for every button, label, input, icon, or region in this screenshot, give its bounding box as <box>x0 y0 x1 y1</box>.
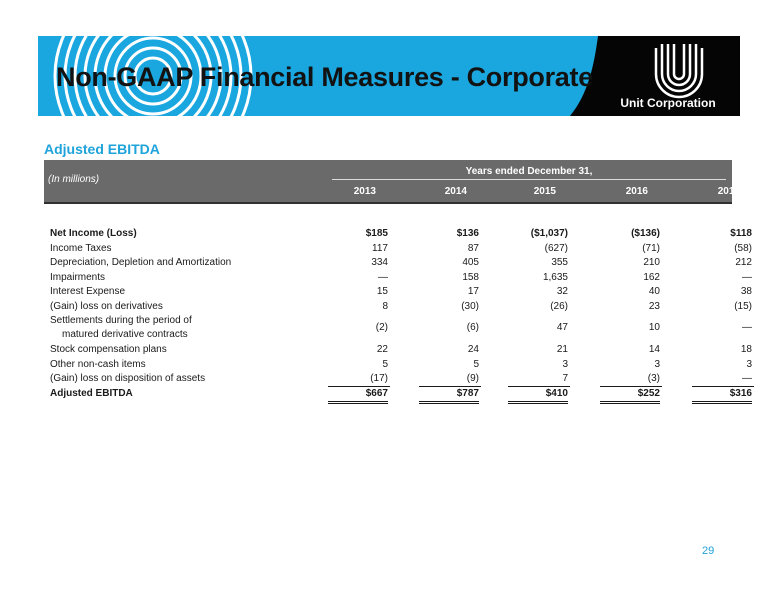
page-title: Non-GAAP Financial Measures - Corporate <box>56 62 593 92</box>
row-label: (Gain) loss on derivatives <box>50 300 163 312</box>
table-cell: 210 <box>643 257 660 268</box>
table-cell: 38 <box>740 286 752 297</box>
row-label: Income Taxes <box>50 242 112 254</box>
table-row <box>50 255 752 270</box>
year-header: 2016 <box>625 186 648 197</box>
units-label: (In millions) <box>48 174 100 185</box>
table-cell: 22 <box>376 344 388 355</box>
table-cell: 334 <box>371 257 388 268</box>
table-cell: 87 <box>467 242 479 254</box>
table-cell: (15) <box>734 300 752 312</box>
table-cell: 158 <box>462 271 479 283</box>
table-cell: 3 <box>562 358 568 370</box>
table-cell: 40 <box>648 286 660 297</box>
year-header: 2017 <box>717 186 740 197</box>
table-cell: 21 <box>556 344 568 355</box>
table-cell: (627) <box>544 242 568 254</box>
table-cell: ($1,037) <box>530 228 568 239</box>
table-cell: 15 <box>376 286 388 297</box>
table-cell: 355 <box>551 257 568 268</box>
table-cell: (2) <box>375 322 388 333</box>
table-cell: — <box>692 372 752 386</box>
table-row <box>50 284 752 299</box>
table-cell: ($136) <box>631 228 660 239</box>
table-cell: 18 <box>740 344 752 355</box>
table-row <box>50 357 752 372</box>
year-header: 2014 <box>444 186 467 197</box>
period-label: Years ended December 31, <box>332 166 726 180</box>
table-cell: 5 <box>473 358 479 370</box>
table-cell: $410 <box>508 387 568 404</box>
table-row <box>50 241 752 256</box>
row-label: Depreciation, Depletion and Amortization <box>50 257 232 268</box>
table-cell: (6) <box>466 322 479 333</box>
table-cell: (71) <box>642 242 660 254</box>
year-header: 2013 <box>353 186 376 197</box>
table-cell: (30) <box>461 300 479 312</box>
row-label-line: matured derivative contracts <box>62 329 188 340</box>
row-label: Stock compensation plans <box>50 344 167 355</box>
table-row-total <box>50 386 752 401</box>
table-cell: $185 <box>365 228 388 239</box>
table-body <box>50 226 752 400</box>
row-label <box>50 314 330 342</box>
year-header: 2015 <box>533 186 556 197</box>
row-label: Net Income (Loss) <box>50 228 137 239</box>
table-cell: 47 <box>556 322 568 333</box>
table-row <box>50 226 752 241</box>
table-cell: 1,635 <box>542 271 568 283</box>
table-row <box>50 313 752 342</box>
table-cell: 24 <box>467 344 479 355</box>
table-cell: $118 <box>730 228 752 239</box>
table-cell: 117 <box>372 242 388 254</box>
row-label: Impairments <box>50 271 106 283</box>
row-label: Interest Expense <box>50 286 126 297</box>
table-cell: 7 <box>508 372 568 386</box>
table-row <box>50 342 752 357</box>
table-cell: (9) <box>419 372 479 386</box>
table-header <box>44 160 740 204</box>
table-cell: — <box>378 271 388 283</box>
table-cell: 14 <box>648 344 660 355</box>
page-number: 29 <box>702 545 715 557</box>
table-cell: 405 <box>462 257 479 268</box>
row-label: Other non-cash items <box>50 358 146 370</box>
table-cell: 162 <box>643 271 660 283</box>
row-label: (Gain) loss on disposition of assets <box>50 373 206 384</box>
table-cell: $252 <box>600 387 660 404</box>
table-cell: 212 <box>735 257 752 268</box>
table-cell: (58) <box>734 242 752 254</box>
table-cell: 3 <box>654 358 660 370</box>
table-cell: $316 <box>692 387 752 404</box>
table-cell: $667 <box>328 387 388 404</box>
table-row <box>50 299 752 314</box>
table-row <box>50 371 752 386</box>
table-cell: (3) <box>600 372 660 386</box>
table-cell: 17 <box>467 286 479 297</box>
table-cell: — <box>742 322 752 333</box>
table-cell: 3 <box>746 358 752 370</box>
logo-text: Unit Corporation <box>620 96 716 110</box>
row-label: Adjusted EBITDA <box>50 387 133 399</box>
section-subtitle: Adjusted EBITDA <box>44 141 160 157</box>
table-row <box>50 270 752 285</box>
table-cell: 8 <box>382 300 388 312</box>
table-cell: (26) <box>550 300 568 312</box>
table-cell: $787 <box>419 387 479 404</box>
table-cell: 32 <box>556 286 568 297</box>
table-cell: (17) <box>328 372 388 386</box>
table-cell: 23 <box>648 300 660 312</box>
table-cell: $136 <box>456 228 479 239</box>
table-cell: — <box>742 271 752 283</box>
row-label-line: Settlements during the period of <box>50 315 192 326</box>
table-cell: 10 <box>648 322 660 333</box>
table-cell: 5 <box>382 358 388 370</box>
